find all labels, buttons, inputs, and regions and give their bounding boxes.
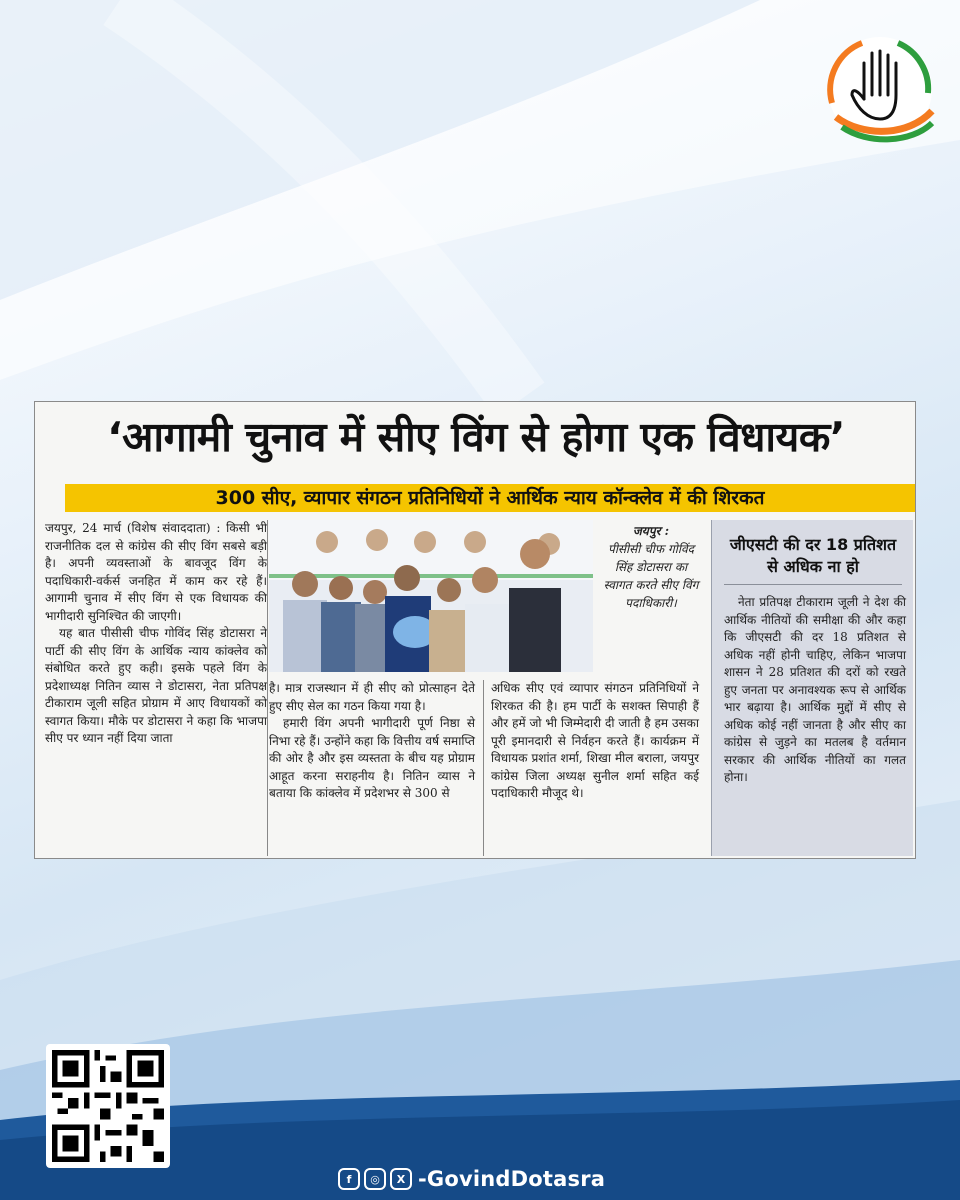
paragraph: अधिक सीए एवं व्यापार संगठन प्रतिनिधियों ने शिरकत की है। हम पार्टी के सशक्त सिपाही हैं और हमें जो भी जिम्मेदारी दी जाती है हम उसका पूरी इमानदारी से निर्वहन करते हैं। कार्यक्रम में विधायक प्रशांत शर्मा, शिखा मील बराला, जयपुर कांग्रेस जिला अध्यक्ष सुनील शर्मा सहित कई पदाधिकारी मौजूद थे। — [491, 681, 699, 800]
sidebar-title: जीएसटी की दर 18 प्रतिशत से अधिक ना हो — [729, 535, 897, 576]
paragraph: यह बात पीसीसी चीफ गोविंद सिंह डोटासरा ने पार्टी की सीए विंग के आर्थिक न्याय कांक्लेव को संबोधित करते हुए कही। इसके पहले विंग के प्रदेशाध्यक्ष नितिन व्यास ने डोटासरा, नेता प्रतिपक्ष टीकाराम जूली सहित प्रोग्राम में आए विधायकों को स्वागत किया। मौके पर डोटासरा ने कहा कि भाजपा सीए पर ध्यान नहीं दिया जाता — [45, 626, 267, 745]
paragraph: जयपुर, 24 मार्च (विशेष संवाददाता) : किसी भी राजनीतिक दल से कांग्रेस की सीए विंग सबसे बड़ी है। अपनी व्यवस्ताओं के बावजूद विंग के पदाधिकारी-वर्कर्स जनहित में काम कर रहे हैं। आगामी चुनाव में सीए विंग से एक विधायक की भागीदारी सुनिश्चित की जाएगी। — [45, 521, 267, 623]
instagram-icon[interactable]: ◎ — [364, 1168, 386, 1190]
caption-text: पीसीसी चीफ गोविंद सिंह डोटासरा का स्वागत करते सीए विंग पदाधिकारी। — [603, 542, 699, 610]
newspaper-clipping — [34, 401, 916, 859]
facebook-icon[interactable]: f — [338, 1168, 360, 1190]
qr-code-pattern — [52, 1050, 164, 1162]
party-logo — [822, 33, 938, 149]
paragraph: हमारी विंग अपनी भागीदारी पूर्ण निष्ठा से निभा रहे हैं। उन्होंने कहा कि वित्तीय वर्ष समाप्ति की ओर है और इस व्यस्तता के बीच यह प्रोग्राम आहूत करना सराहनीय है। नितिन व्यास ने बताया कि कांक्लेव में प्रदेशभर से 300 से — [269, 716, 475, 800]
subheadline: 300 सीए, व्यापार संगठन प्रतिनिधियों ने आर्थिक न्याय कॉन्क्लेव में की शिरकत — [65, 484, 915, 512]
event-photo — [269, 520, 593, 672]
article-column-1 — [45, 520, 267, 748]
article-column-3 — [491, 680, 699, 803]
social-handle[interactable]: -GovindDotasra — [418, 1167, 606, 1191]
column-divider — [483, 680, 484, 856]
sidebar-box — [711, 520, 913, 856]
column-divider — [267, 520, 268, 856]
qr-code[interactable] — [46, 1044, 170, 1168]
sidebar-body: नेता प्रतिपक्ष टीकाराम जूली ने देश की आर्थिक नीतियों की समीक्षा की और कहा कि जीएसटी की दर 18 प्रतिशत से अधिक नहीं होनी चाहिए, लेकिन भाजपा शासन ने 28 प्रतिशत की दरों को रखते हुए जनता पर अनावश्यक रूप से आर्थिक भार बढ़ाया है। आर्थिक मुद्दों में सीए से अधिक कोई नहीं जानता है और सीए का कांग्रेस से जुड़ने का मतलब है वर्तमान सरकार की आर्थिक नीतियों का गलत होना। — [724, 595, 906, 784]
caption-place: जयपुर : — [632, 524, 670, 538]
article-column-2 — [269, 680, 475, 803]
social-handle-bar — [338, 1166, 605, 1192]
sidebar-divider — [724, 584, 902, 585]
headline: ‘आगामी चुनाव में सीए विंग से होगा एक विधायक’ — [107, 413, 845, 461]
x-icon[interactable]: X — [390, 1168, 412, 1190]
photo-caption — [601, 522, 701, 612]
paragraph: है। मात्र राजस्थान में ही सीए को प्रोत्साहन देते हुए सीए सेल का गठन किया गया है। — [269, 681, 475, 713]
